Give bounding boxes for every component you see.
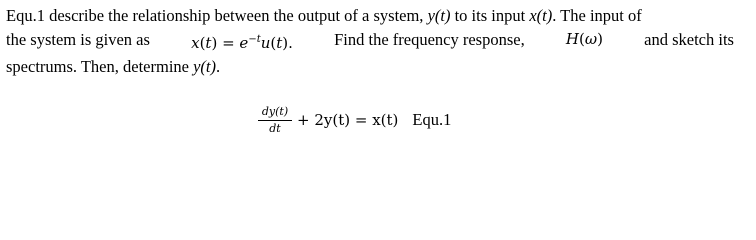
equation-label: Equ.1 [412, 110, 452, 129]
input-symbol: x(t) [529, 6, 553, 25]
problem-line-2-spread [6, 28, 734, 56]
fraction-numerator: dy(t) [261, 104, 289, 118]
line3-part2: . [216, 57, 221, 76]
input-signal-expression: $x(t) = e^{-t}u(t)$. [191, 33, 293, 52]
problem-line-1-spread [6, 4, 734, 28]
line1-part2: to its input [450, 6, 530, 25]
line1-part3: . The input of [552, 6, 642, 25]
problem-line-1 [6, 4, 734, 28]
frequency-response-symbol: H(ω) [565, 29, 603, 48]
fraction-bar [258, 120, 292, 121]
problem-statement [6, 4, 734, 79]
line2-part1: the system is given as [6, 29, 150, 49]
output-symbol: y(t) [427, 6, 451, 25]
output-symbol-2: y(t) [193, 57, 217, 76]
problem-line-1-text [6, 4, 642, 28]
differential-equation [258, 100, 451, 140]
line2-part2: Find the frequency response, [334, 29, 525, 49]
line2-part3: and sketch its [644, 29, 734, 49]
problem-line-3 [6, 55, 734, 79]
fraction-denominator: dt [269, 121, 281, 135]
problem-line-2 [6, 28, 734, 56]
equation-body: + 2y(t) = x(t) [297, 111, 399, 129]
line3-part1: spectrums. Then, determine [6, 57, 194, 76]
derivative-fraction [258, 105, 292, 136]
line1-part1: Equ.1 describe the relationship between the output of a system, [6, 6, 428, 25]
